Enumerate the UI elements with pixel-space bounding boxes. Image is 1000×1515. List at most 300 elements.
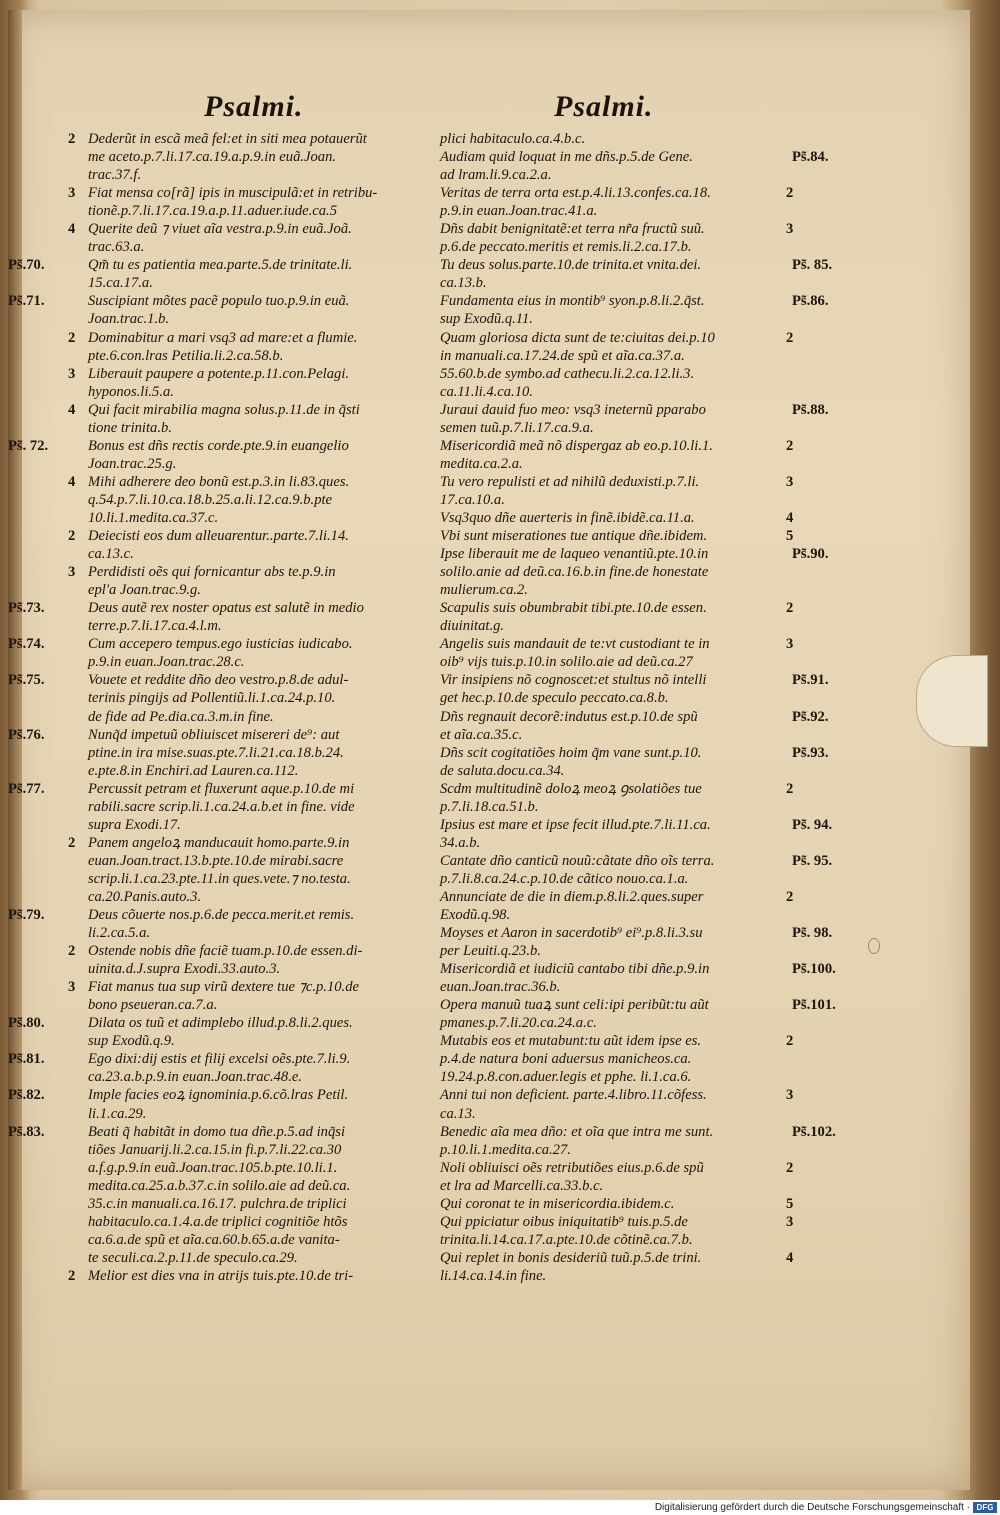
- line-text: euan.Joan.tract.13.b.pte.10.de mirabi.sacre: [88, 852, 344, 869]
- line-text: p.7.li.18.ca.51.b.: [440, 798, 539, 815]
- text-line: [8, 292, 448, 310]
- text-line: [440, 1159, 860, 1177]
- text-line: [8, 329, 448, 347]
- text-line: [8, 166, 448, 184]
- line-text: p.10.li.1.medita.ca.27.: [440, 1141, 571, 1158]
- text-line: [440, 310, 860, 328]
- line-text: te seculi.ca.2.p.11.de speculo.ca.29.: [88, 1249, 298, 1266]
- line-text: Deus autẽ rex noster opatus est salutẽ in medio: [88, 600, 364, 617]
- line-text: p.6.de peccato.meritis et remis.li.2.ca.17.b.: [440, 239, 692, 256]
- verse-number: 2: [786, 780, 794, 797]
- line-text: pte.6.con.lras Petilia.li.2.ca.58.b.: [88, 347, 284, 364]
- line-text: Ipse liberauit me de laqueo venantiũ.pte.10.in: [440, 546, 709, 563]
- text-line: [440, 689, 860, 707]
- psalm-label: Ps̃.100.: [792, 961, 836, 978]
- text-line: [440, 274, 860, 292]
- text-line: [440, 455, 860, 473]
- verse-number: 4: [68, 473, 76, 490]
- dfg-logo: DFG: [973, 1502, 997, 1513]
- verse-number: 2: [786, 888, 794, 905]
- line-text: scrip.li.1.ca.23.pte.11.in ques.vete.⁊ no.testa.: [88, 870, 351, 887]
- line-text: Cum accepero tempus.ego iusticias iudicabo.: [88, 636, 353, 653]
- line-text: Cantate dño canticũ nouũ:cãtate dño oĩs terra.: [440, 852, 715, 869]
- text-line: [8, 942, 448, 960]
- psalm-label: Ps̃. 94.: [792, 816, 833, 833]
- text-line: [440, 491, 860, 509]
- text-line: [440, 1032, 860, 1050]
- line-text: me aceto.p.7.li.17.ca.19.a.p.9.in euã.Joan.: [88, 149, 337, 166]
- verse-number: 2: [68, 131, 76, 147]
- line-text: ca.13.: [440, 1105, 476, 1122]
- page-tab: [916, 655, 988, 747]
- psalm-label: Ps̃. 98.: [792, 925, 833, 942]
- line-text: li.1.ca.29.: [88, 1105, 147, 1122]
- text-line: [8, 635, 448, 653]
- line-text: Vsq3quo dñe auerteris in finẽ.ibidẽ.ca.11.a.: [440, 509, 695, 526]
- line-text: p.7.li.8.ca.24.c.p.10.de cãtico nouo.ca.1.a.: [440, 870, 689, 887]
- verse-number: 2: [786, 329, 794, 346]
- line-text: Beati q̃ habitãt in domo tua dñe.p.5.ad inq̃si: [88, 1123, 346, 1140]
- line-text: Audiam quid loquat in me dñs.p.5.de Gene.: [440, 149, 693, 166]
- text-line: [8, 708, 448, 726]
- text-line: [440, 1231, 860, 1249]
- line-text: Ipsius est mare et ipse fecit illud.pte.7.li.11.ca.: [440, 816, 711, 833]
- text-line: [8, 960, 448, 978]
- text-line: [440, 1105, 860, 1123]
- line-text: habitaculo.ca.1.4.a.de triplici cognitiõe htõs: [88, 1213, 348, 1230]
- line-text: Melior est dies vna in atrijs tuis.pte.10.de tri-: [88, 1267, 354, 1284]
- text-line: [8, 653, 448, 671]
- line-text: solilo.anie ad deũ.ca.16.b.in fine.de honestate: [440, 564, 709, 581]
- line-text: Vouete et reddite dño deo vestro.p.8.de adul-: [88, 672, 349, 689]
- psalm-label: Ps̃. 95.: [792, 852, 833, 869]
- text-line: [440, 996, 860, 1014]
- line-text: ca.20.Panis.auto.3.: [88, 888, 202, 905]
- line-text: Dilata os tuũ et adimplebo illud.p.8.li.2.ques.: [88, 1015, 353, 1032]
- text-line: [440, 292, 860, 310]
- text-line: [8, 401, 448, 419]
- text-line: [8, 1105, 448, 1123]
- text-line: [440, 1068, 860, 1086]
- verse-number: 4: [786, 509, 794, 526]
- line-text: a.f.g.p.9.in euã.Joan.trac.105.b.pte.10.li.1.: [88, 1159, 338, 1176]
- text-line: [8, 581, 448, 599]
- line-text: de saluta.docu.ca.34.: [440, 762, 565, 779]
- text-line: [8, 1159, 448, 1177]
- text-line: [440, 184, 860, 202]
- psalm-label: Ps̃.91.: [792, 672, 829, 689]
- line-text: Dederũt in escã meã fel:et in siti mea potauerũt: [88, 131, 367, 147]
- psalm-label: Ps̃. 72.: [8, 437, 49, 454]
- line-text: tiões Januarij.li.2.ca.15.in fi.p.7.li.22.ca.30: [88, 1141, 342, 1158]
- line-text: Annunciate de die in diem.p.8.li.2.ques.super: [440, 888, 704, 905]
- line-text: Juraui dauid fuo meo: vsq3 ineternũ pparabo: [440, 401, 706, 418]
- text-line: [8, 1231, 448, 1249]
- verse-number: 3: [68, 979, 76, 996]
- text-line: [8, 1032, 448, 1050]
- text-line: [440, 401, 860, 419]
- line-text: Vir insipiens nõ cognoscet:et stultus nõ intelli: [440, 672, 707, 689]
- verse-number: 2: [68, 1267, 76, 1284]
- line-text: medita.ca.25.a.b.37.c.in solilo.aie ad deũ.ca.: [88, 1177, 351, 1194]
- psalm-label: Ps̃.83.: [8, 1123, 45, 1140]
- text-line: [440, 924, 860, 942]
- text-line: [440, 942, 860, 960]
- text-line: [8, 1249, 448, 1267]
- text-line: [8, 834, 448, 852]
- text-line: [8, 437, 448, 455]
- line-text: pmanes.p.7.li.20.ca.24.a.c.: [440, 1015, 597, 1032]
- line-text: ca.13.b.: [440, 275, 487, 292]
- line-text: e.pte.8.in Enchiri.ad Lauren.ca.112.: [88, 762, 299, 779]
- text-line: [440, 563, 860, 581]
- text-line: [440, 798, 860, 816]
- text-line: [440, 1014, 860, 1032]
- line-text: Qui coronat te in misericordia.ibidem.c.: [440, 1195, 675, 1212]
- text-line: [8, 924, 448, 942]
- text-line: [440, 1123, 860, 1141]
- text-line: [440, 202, 860, 220]
- text-line: [440, 671, 860, 689]
- text-line: [8, 274, 448, 292]
- text-line: [440, 708, 860, 726]
- text-line: [8, 852, 448, 870]
- psalm-label: Ps̃.102.: [792, 1123, 836, 1140]
- verse-number: 3: [786, 636, 794, 653]
- text-line: [8, 762, 448, 780]
- line-text: Dominabitur a mari vsq3 ad mare:et a flumie.: [88, 329, 358, 346]
- text-line: [8, 996, 448, 1014]
- line-text: Scdm multitudinẽ doloꝝ meoꝝ ꝯsolatiões tue: [440, 780, 702, 797]
- text-line: [8, 816, 448, 834]
- text-line: [8, 455, 448, 473]
- line-text: trinita.li.14.ca.17.a.pte.10.de cõtinẽ.ca.7.b.: [440, 1231, 693, 1248]
- right-column: [440, 130, 860, 1285]
- text-line: [8, 347, 448, 365]
- line-text: 19.24.p.8.con.aduer.legis et pphe. li.1.ca.6.: [440, 1069, 692, 1086]
- line-text: Ostende nobis dñe faciẽ tuam.p.10.de essen.di-: [88, 943, 363, 960]
- line-text: ca.23.a.b.p.9.in euan.Joan.trac.48.e.: [88, 1069, 303, 1086]
- line-text: Imple facies eoꝝ ignominia.p.6.cõ.lras Petil.: [88, 1087, 349, 1104]
- line-text: Deiecisti eos dum alleuarentur..parte.7.li.14.: [88, 528, 349, 545]
- line-text: sup Exodũ.q.9.: [88, 1033, 175, 1050]
- verse-number: 3: [68, 365, 76, 382]
- pencil-mark: [868, 938, 880, 954]
- line-text: per Leuiti.q.23.b.: [440, 943, 541, 960]
- running-header-right: Psalmi.: [554, 90, 654, 123]
- running-header-left: Psalmi.: [204, 90, 304, 123]
- psalm-label: Ps̃.75.: [8, 672, 45, 689]
- text-line: [8, 527, 448, 545]
- verse-number: 2: [68, 943, 76, 960]
- psalm-label: Ps̃.79.: [8, 907, 45, 924]
- verse-number: 3: [786, 1087, 794, 1104]
- text-line: [440, 238, 860, 256]
- text-line: [440, 383, 860, 401]
- line-text: Dñs dabit benignitatẽ:et terra nr̃a fructũ suũ.: [440, 221, 705, 238]
- text-line: [8, 1177, 448, 1195]
- text-line: [8, 310, 448, 328]
- verse-number: 3: [786, 221, 794, 238]
- text-line: [440, 599, 860, 617]
- book-page: [8, 10, 970, 1490]
- line-text: Misericordiã meã nõ dispergaz ab eo.p.10.li.1.: [440, 437, 713, 454]
- left-column: [8, 130, 448, 1285]
- text-line: [8, 545, 448, 563]
- text-line: [8, 1267, 448, 1285]
- verse-number: 2: [68, 528, 76, 545]
- psalm-label: Ps̃.77.: [8, 780, 45, 797]
- text-line: [440, 780, 860, 798]
- text-line: [440, 329, 860, 347]
- text-line: [8, 1014, 448, 1032]
- line-text: Benedic aĩa mea dño: et oĩa que intra me sunt.: [440, 1123, 714, 1140]
- text-line: [440, 978, 860, 996]
- line-text: uinita.d.J.supra Exodi.33.auto.3.: [88, 961, 281, 978]
- line-text: ca.13.c.: [88, 546, 134, 563]
- line-text: de fide ad Pe.dia.ca.3.m.in fine.: [88, 708, 274, 725]
- text-line: [440, 726, 860, 744]
- line-text: ad lram.li.9.ca.2.a.: [440, 167, 552, 184]
- line-text: oib⁹ vijs tuis.p.10.in solilo.aie ad deũ.ca.27: [440, 654, 693, 671]
- line-text: Fiat manus tua sup virũ dextere tue ⁊c.p.10.de: [88, 979, 359, 996]
- line-text: Qui replet in bonis desideriũ tuũ.p.5.de trini.: [440, 1249, 702, 1266]
- text-line: [8, 419, 448, 437]
- verse-number: 2: [786, 600, 794, 617]
- line-text: li.2.ca.5.a.: [88, 925, 151, 942]
- psalm-label: Ps̃.76.: [8, 726, 45, 743]
- text-line: [8, 1195, 448, 1213]
- verse-number: 2: [786, 185, 794, 202]
- text-line: [8, 888, 448, 906]
- text-line: [440, 365, 860, 383]
- psalm-label: Ps̃.90.: [792, 546, 829, 563]
- text-line: [440, 1177, 860, 1195]
- text-line: [8, 726, 448, 744]
- text-line: [8, 473, 448, 491]
- text-line: [8, 256, 448, 274]
- verse-number: 2: [786, 1159, 794, 1176]
- verse-number: 4: [786, 1249, 794, 1266]
- line-text: Deus cõuerte nos.p.6.de pecca.merit.et remis.: [88, 907, 355, 924]
- text-line: [8, 689, 448, 707]
- text-line: [8, 491, 448, 509]
- verse-number: 2: [68, 329, 76, 346]
- text-line: [440, 509, 860, 527]
- line-text: trac.63.a.: [88, 239, 145, 256]
- text-line: [8, 383, 448, 401]
- line-text: Mihi adherere deo bonũ est.p.3.in li.83.ques.: [88, 473, 350, 490]
- line-text: Fiat mensa co[rã] ipis in muscipulã:et in retribu-: [88, 185, 378, 202]
- text-line: [8, 744, 448, 762]
- line-text: p.4.de natura boni aduersus manicheos.ca.: [440, 1051, 692, 1068]
- text-line: [8, 509, 448, 527]
- verse-number: 4: [68, 401, 76, 418]
- line-text: Suscipiant mõtes pacẽ populo tuo.p.9.in euã.: [88, 293, 350, 310]
- line-text: 35.c.in manuali.ca.16.17. pulchra.de triplici: [88, 1195, 347, 1212]
- line-text: Opera manuũ tuaꝝ sunt celi:ipi peribũt:tu aũt: [440, 997, 709, 1014]
- line-text: Tu deus solus.parte.10.de trinita.et vnita.dei.: [440, 257, 702, 274]
- text-line: [8, 906, 448, 924]
- line-text: Qui ppiciatur oibus iniquitatib⁹ tuis.p.5.de: [440, 1213, 688, 1230]
- text-line: [440, 419, 860, 437]
- text-line: [8, 365, 448, 383]
- text-line: [8, 563, 448, 581]
- text-line: [440, 1050, 860, 1068]
- line-text: Ego dixi:dij estis et filij excelsi oẽs.pte.7.li.9.: [88, 1051, 351, 1068]
- text-line: [440, 635, 860, 653]
- text-line: [440, 888, 860, 906]
- text-line: [440, 762, 860, 780]
- verse-number: 4: [68, 221, 76, 238]
- line-text: medita.ca.2.a.: [440, 455, 523, 472]
- text-line: [8, 599, 448, 617]
- text-line: [440, 653, 860, 671]
- line-text: Percussit petram et fluxerunt aque.p.10.de mi: [88, 780, 355, 797]
- line-text: q.54.p.7.li.10.ca.18.b.25.a.li.12.ca.9.b.pte: [88, 491, 333, 508]
- text-line: [8, 780, 448, 798]
- psalm-label: Ps̃.71.: [8, 293, 45, 310]
- text-line: [440, 852, 860, 870]
- line-text: et aĩa.ca.35.c.: [440, 726, 523, 743]
- line-text: bono pseueran.ca.7.a.: [88, 997, 218, 1014]
- line-text: Querite deũ ⁊ viuet aĩa vestra.p.9.in euã.Joã.: [88, 221, 352, 238]
- verse-number: 2: [786, 437, 794, 454]
- line-text: Anni tui non deficient. parte.4.libro.11.cõfess.: [440, 1087, 707, 1104]
- line-text: Misericordiã et iudiciũ cantabo tibi dñe.p.9.in: [440, 961, 710, 978]
- text-line: [440, 166, 860, 184]
- text-line: [8, 1123, 448, 1141]
- line-text: 17.ca.10.a.: [440, 491, 505, 508]
- text-line: [440, 581, 860, 599]
- text-line: [440, 1213, 860, 1231]
- line-text: 34.a.b.: [440, 834, 481, 851]
- line-text: Fundamenta eius in montib⁹ syon.p.8.li.2.q̃st.: [440, 293, 705, 310]
- verse-number: 2: [68, 834, 76, 851]
- text-line: [440, 527, 860, 545]
- line-text: semen tuũ.p.7.li.17.ca.9.a.: [440, 419, 594, 436]
- psalm-label: Ps̃.81.: [8, 1051, 45, 1068]
- psalm-label: Ps̃.80.: [8, 1015, 45, 1032]
- psalm-label: Ps̃. 85.: [792, 257, 833, 274]
- text-line: [440, 870, 860, 888]
- line-text: p.9.in euan.Joan.trac.28.c.: [88, 654, 245, 671]
- text-line: [8, 671, 448, 689]
- line-text: 10.li.1.medita.ca.37.c.: [88, 509, 219, 526]
- text-line: [8, 1213, 448, 1231]
- text-line: [440, 1267, 860, 1285]
- text-line: [8, 978, 448, 996]
- text-line: [8, 1141, 448, 1159]
- text-line: [8, 202, 448, 220]
- text-line: [440, 744, 860, 762]
- line-text: Angelis suis mandauit de te:vt custodiant te in: [440, 636, 710, 653]
- line-text: Veritas de terra orta est.p.4.li.13.confes.ca.18.: [440, 185, 711, 202]
- text-line: [8, 220, 448, 238]
- text-line: [440, 256, 860, 274]
- line-text: mulierum.ca.2.: [440, 582, 528, 599]
- line-text: euan.Joan.trac.36.b.: [440, 979, 561, 996]
- text-line: [440, 473, 860, 491]
- line-text: epl'a Joan.trac.9.g.: [88, 582, 201, 599]
- psalm-label: Ps̃.92.: [792, 708, 829, 725]
- line-text: Tu vero repulisti et ad nihilũ deduxisti.p.7.li.: [440, 473, 700, 490]
- line-text: Dñs regnauit decorẽ:indutus est.p.10.de spũ: [440, 708, 698, 725]
- psalm-label: Ps̃.93.: [792, 744, 829, 761]
- line-text: Noli obliuisci oẽs retributiões eius.p.6.de spũ: [440, 1159, 704, 1176]
- line-text: trac.37.f.: [88, 167, 142, 184]
- line-text: ca.11.li.4.ca.10.: [440, 383, 533, 400]
- verse-number: 2: [786, 1033, 794, 1050]
- verse-number: 3: [786, 1213, 794, 1230]
- line-text: Vbi sunt miserationes tue antique dñe.ibidem.: [440, 528, 708, 545]
- line-text: Perdidisti oẽs qui fornicantur abs te.p.9.in: [88, 564, 336, 581]
- text-line: [8, 1086, 448, 1104]
- text-line: [440, 220, 860, 238]
- line-text: ca.6.a.de spũ et aĩa.ca.60.b.65.a.de vanita-: [88, 1231, 340, 1248]
- line-text: et lra ad Marcelli.ca.33.b.c.: [440, 1177, 604, 1194]
- text-line: [440, 1249, 860, 1267]
- text-line: [440, 960, 860, 978]
- line-text: plici habitaculo.ca.4.b.c.: [440, 131, 586, 147]
- text-line: [440, 1195, 860, 1213]
- text-line: [8, 130, 448, 148]
- text-line: [440, 1141, 860, 1159]
- psalm-label: Ps̃.88.: [792, 401, 829, 418]
- line-text: 15.ca.17.a.: [88, 275, 153, 292]
- text-line: [8, 617, 448, 635]
- line-text: rabili.sacre scrip.li.1.ca.24.a.b.et in fine. vide: [88, 798, 355, 815]
- psalm-label: Ps̃.84.: [792, 149, 829, 166]
- text-line: [440, 347, 860, 365]
- text-line: [8, 1050, 448, 1068]
- text-line: [440, 906, 860, 924]
- line-text: terinis pingijs ad Pollentiũ.li.1.ca.24.p.10.: [88, 690, 336, 707]
- text-line: [8, 238, 448, 256]
- funding-credit: Digitalisierung gefördert durch die Deutsche Forschungsgemeinschaft ·: [654, 1502, 970, 1513]
- line-text: diuinitat.g.: [440, 618, 505, 635]
- line-text: li.14.ca.14.in fine.: [440, 1267, 547, 1284]
- text-line: [440, 148, 860, 166]
- verse-number: 3: [68, 185, 76, 202]
- line-text: Mutabis eos et mutabunt:tu aũt idem ipse es.: [440, 1033, 702, 1050]
- line-text: in manuali.ca.17.24.de spũ et aĩa.ca.37.a.: [440, 347, 685, 364]
- text-line: [440, 1086, 860, 1104]
- verse-number: 5: [786, 528, 794, 545]
- text-line: [440, 437, 860, 455]
- line-text: p.9.in euan.Joan.trac.41.a.: [440, 203, 598, 220]
- line-text: Moyses et Aaron in sacerdotib⁹ ei⁹.p.8.li.3.su: [440, 925, 703, 942]
- line-text: tionẽ.p.7.li.17.ca.19.a.p.11.aduer.iude.ca.5: [88, 203, 338, 220]
- line-text: Qui facit mirabilia magna solus.p.11.de in q̃sti: [88, 401, 360, 418]
- line-text: sup Exodũ.q.11.: [440, 311, 533, 328]
- line-text: 55.60.b.de symbo.ad cathecu.li.2.ca.12.li.3.: [440, 365, 695, 382]
- text-line: [440, 545, 860, 563]
- psalm-label: Ps̃.101.: [792, 997, 836, 1014]
- text-line: [8, 870, 448, 888]
- line-text: Quam gloriosa dicta sunt de te:ciuitas dei.p.10: [440, 329, 715, 346]
- text-line: [440, 130, 860, 148]
- text-line: [440, 834, 860, 852]
- line-text: Exodũ.q.98.: [440, 907, 511, 924]
- text-line: [440, 816, 860, 834]
- line-text: supra Exodi.17.: [88, 816, 181, 833]
- verse-number: 3: [68, 564, 76, 581]
- line-text: Panem angeloꝝ manducauit homo.parte.9.in: [88, 834, 350, 851]
- line-text: Nunq̃d impetuũ obliuiscet misereri de⁹: aut: [88, 726, 340, 743]
- line-text: ptine.in ira mise.suas.pte.7.li.21.ca.18.b.24.: [88, 744, 344, 761]
- text-line: [8, 184, 448, 202]
